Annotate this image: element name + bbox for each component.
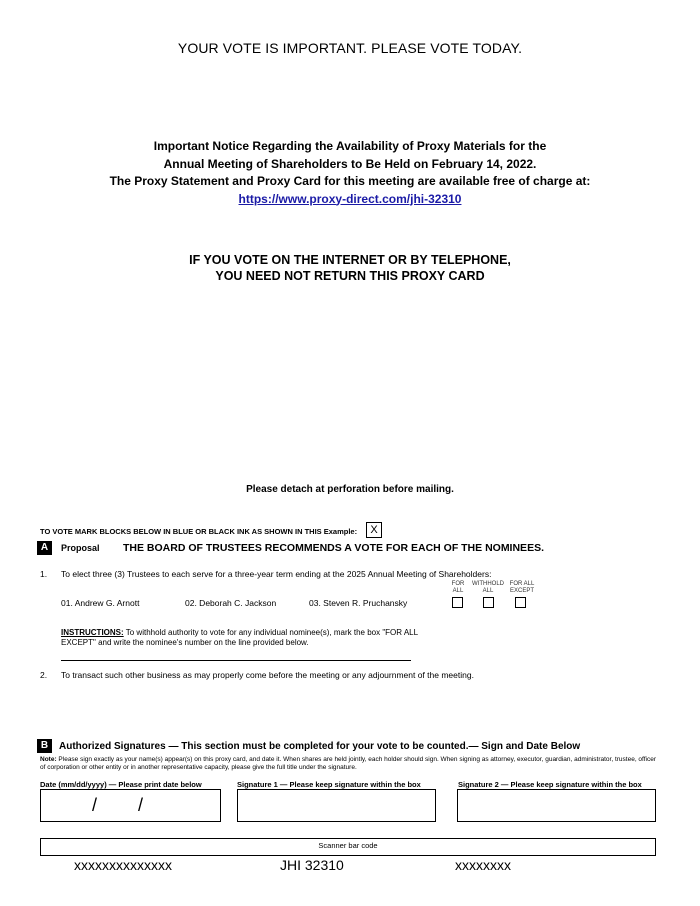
- nominee-3: 03. Steven R. Pruchansky: [309, 598, 408, 608]
- col-for-all: FOR ALL: [451, 581, 465, 594]
- authorized-signatures-title: Authorized Signatures — This section must be completed for your vote to be counted.— Sign and Date Below: [59, 741, 581, 752]
- note-text: Please sign exactly as your name(s) appear(s) on this proxy card, and date it. When shares are held jointly, each holder should sign. When signing as attorney, executor, guardian, administrator, trustee, officer of corporation or other entity or in another representative capacity, please give the full title under the signature.: [40, 756, 657, 771]
- withhold-all-checkbox[interactable]: [483, 597, 494, 608]
- instructions-text: To withhold authority to vote for any individual nominee(s), mark the box "FOR ALL EXCEPT" and write the nominee's number on the line provided below.: [61, 628, 418, 647]
- vote-instruction: TO VOTE MARK BLOCKS BELOW IN BLUE OR BLACK INK AS SHOWN IN THIS Example:: [40, 527, 358, 536]
- col-for-all-except: FOR ALL EXCEPT: [509, 581, 535, 594]
- item-1-number: 1.: [40, 569, 48, 579]
- nominee-number-line[interactable]: [61, 660, 411, 661]
- scanner-barcode-box: Scanner bar code: [40, 838, 656, 856]
- signature-2-field[interactable]: [457, 789, 656, 822]
- item-1-text: To elect three (3) Trustees to each serve for a three-year term ending at the 2025 Annual Meeting of Shareholders:: [61, 569, 492, 579]
- signature-note: [40, 756, 660, 772]
- proxy-materials-link[interactable]: https://www.proxy-direct.com/jhi-32310: [238, 191, 462, 206]
- for-all-checkbox[interactable]: [452, 597, 463, 608]
- page-title: YOUR VOTE IS IMPORTANT. PLEASE VOTE TODAY.: [177, 40, 523, 56]
- date-separator-2: /: [138, 795, 144, 815]
- notice-line-1: Important Notice Regarding the Availability of Proxy Materials for the: [153, 139, 547, 153]
- signature-2-label: Signature 2 — Please keep signature within the box: [458, 780, 642, 789]
- internet-vote-notice: [0, 252, 700, 284]
- footer-form-id: JHI 32310: [280, 857, 344, 873]
- signature-1-label: Signature 1 — Please keep signature within the box: [237, 780, 421, 789]
- section-b-badge: B: [37, 739, 52, 753]
- internet-notice-line-1: IF YOU VOTE ON THE INTERNET OR BY TELEPHONE,: [189, 253, 511, 267]
- detach-instruction: Please detach at perforation before mailing.: [246, 484, 454, 495]
- footer-left-code: xxxxxxxxxxxxxx: [74, 857, 172, 873]
- internet-notice-line-2: YOU NEED NOT RETURN THIS PROXY CARD: [215, 269, 485, 283]
- date-label: Date (mm/dd/yyyy) — Please print date below: [40, 780, 202, 789]
- nominee-2: 02. Deborah C. Jackson: [185, 598, 277, 608]
- signature-1-field[interactable]: [237, 789, 436, 822]
- proposal-label: Proposal: [61, 543, 100, 553]
- board-recommendation: THE BOARD OF TRUSTEES RECOMMENDS A VOTE FOR EACH OF THE NOMINEES.: [123, 542, 544, 554]
- for-all-except-checkbox[interactable]: [515, 597, 526, 608]
- instructions-label: INSTRUCTIONS:: [61, 628, 124, 637]
- date-field[interactable]: [40, 789, 221, 822]
- item-2-number: 2.: [40, 670, 48, 680]
- withhold-instructions: [61, 628, 421, 647]
- date-separator-1: /: [92, 795, 98, 815]
- col-withhold-all: WITHHOLD ALL: [472, 581, 504, 594]
- note-label: Note:: [40, 756, 57, 763]
- nominee-1: 01. Andrew G. Arnott: [61, 598, 140, 608]
- notice-line-3: The Proxy Statement and Proxy Card for this meeting are available free of charge at:: [109, 174, 591, 188]
- item-2-text: To transact such other business as may properly come before the meeting or any adjournment of the meeting.: [61, 670, 474, 680]
- notice-line-2: Annual Meeting of Shareholders to Be Held on February 14, 2022.: [163, 156, 537, 171]
- proxy-notice: [0, 138, 700, 208]
- section-a-badge: A: [37, 541, 52, 555]
- example-mark-box: X: [366, 522, 382, 538]
- footer-right-code: xxxxxxxx: [455, 857, 511, 873]
